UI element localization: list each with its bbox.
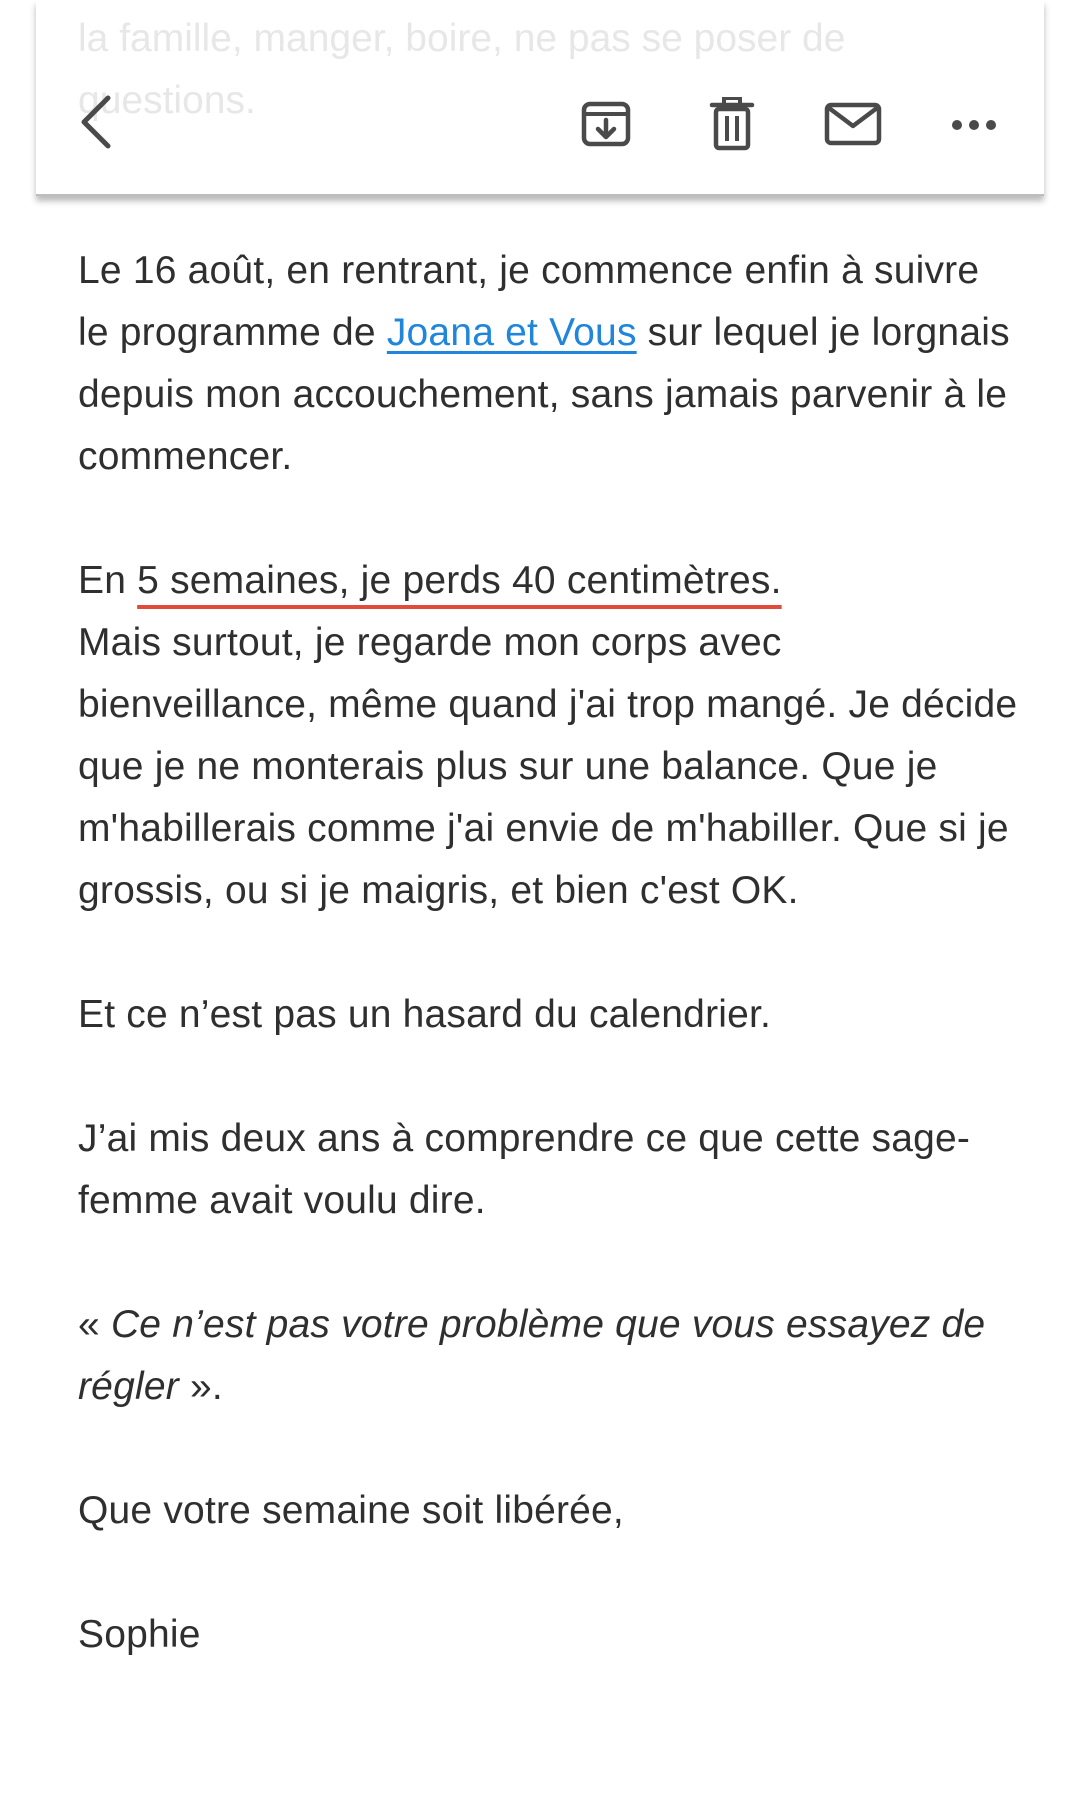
signature: Sophie xyxy=(78,1613,201,1656)
paragraph-program xyxy=(78,240,1018,488)
quote-close: ». xyxy=(178,1365,223,1408)
chevron-left-icon xyxy=(79,95,113,149)
quote-open: « xyxy=(78,1303,111,1346)
closing-line: Que votre semaine soit libérée, xyxy=(78,1489,624,1532)
archive-icon xyxy=(580,98,632,150)
results-rest: Mais surtout, je regarde mon corps avec bienveillance, même quand j'ai trop mangé. Je décide que je ne monterais plus sur une balance. Que je m'habillerais comme j'ai envie de m'habiller. Que si je grossis, ou si je maigris, et bien c'est OK. xyxy=(78,621,1018,912)
highlighted-result: 5 semaines, je perds 40 centimètres. xyxy=(137,559,782,602)
quote-text: Ce n’est pas votre problème que vous essayez de régler xyxy=(78,1303,986,1408)
email-toolbar xyxy=(36,0,1044,196)
midwife-quote xyxy=(78,1294,1018,1418)
results-prefix: En xyxy=(78,559,138,602)
joana-et-vous-link[interactable]: Joana et Vous xyxy=(386,311,637,354)
delete-button[interactable] xyxy=(700,92,764,156)
paragraph-understanding: J’ai mis deux ans à comprendre ce que cette sage-femme avait voulu dire. xyxy=(78,1117,971,1222)
more-options-button[interactable] xyxy=(942,100,1006,150)
paragraph-calendar: Et ce n’est pas un hasard du calendrier. xyxy=(78,993,772,1036)
more-horizontal-icon xyxy=(951,119,997,131)
email-body xyxy=(78,240,1018,1728)
paragraph-program-text-end: sur lequel je lorgnais depuis mon accouchement, sans jamais parvenir à le commencer. xyxy=(78,311,1010,478)
trash-icon xyxy=(709,97,755,151)
paragraph-program-text-start: Le 16 août, en rentrant, je commence enfin à suivre le programme de xyxy=(78,249,980,354)
back-button[interactable] xyxy=(66,82,126,162)
mail-icon xyxy=(824,102,882,146)
paragraph-results xyxy=(78,550,1018,922)
mark-unread-button[interactable] xyxy=(816,92,890,156)
archive-button[interactable] xyxy=(574,92,638,156)
